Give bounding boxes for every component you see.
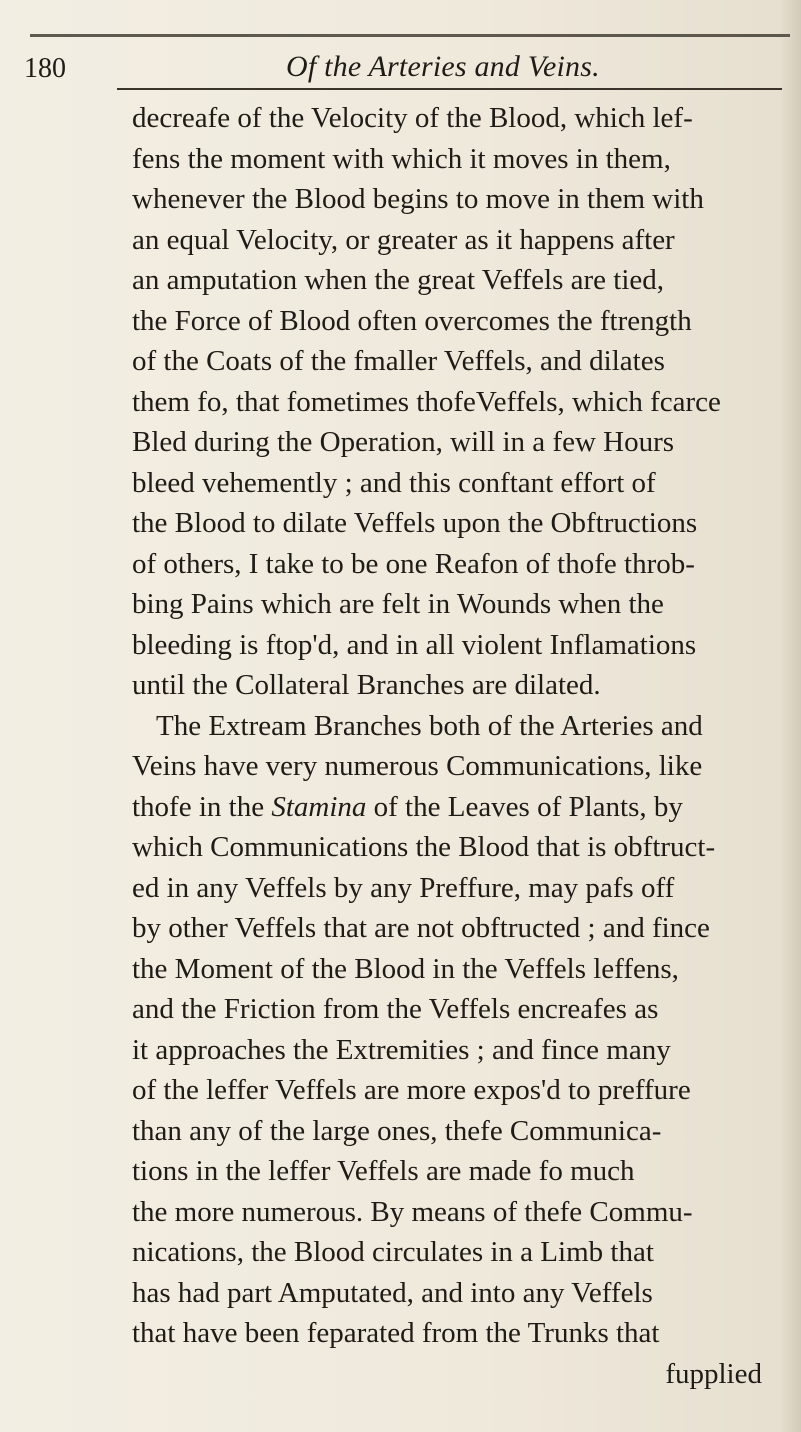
text-line: the Blood to dilate Veffels upon the Obftructions [132,507,698,539]
catchword: fupplied [665,1357,762,1390]
italic-term: Stamina [271,790,367,823]
text-line: of others, I take to be one Reafon of thofe throb- [132,547,695,580]
text-line: ed in any Veffels by any Preffure, may pafs off [132,871,675,904]
text-line: fens the moment with which it moves in them, [132,142,671,175]
text-line: bleeding is ftop'd, and in all violent Inflamations [132,628,697,661]
text-line: which Communications the Blood that is obftruct- [132,831,716,863]
text-line: tions in the leffer Veffels are made fo much [132,1155,635,1187]
text-line: them fo, that fometimes thofeVeffels, which fcarce [132,385,721,418]
body-text [132,98,786,1394]
text-line: has had part Amputated, and into any Veffels [132,1276,653,1309]
running-head: Of the Arteries and Veins. [286,50,600,83]
text-line: and the Friction from the Veffels encreafes as [132,993,659,1025]
text-line: bing Pains which are felt in Wounds when the [132,588,664,620]
page-number: 180 [24,53,66,84]
text-line: the more numerous. By means of thefe Commu- [132,1195,693,1228]
text-line: than any of the large ones, thefe Communica- [132,1114,662,1147]
text-line: of the leffer Veffels are more expos'd to preffure [132,1074,691,1106]
text-line: an amputation when the great Veffels are tied, [132,264,665,296]
page-header [24,38,784,82]
text-line: decreafe of the Velocity of the Blood, which lef- [132,102,693,134]
text-line: an equal Velocity, or greater as it happens after [132,223,675,256]
text-line: of the Coats of the fmaller Veffels, and dilates [132,345,665,377]
text-line: whenever the Blood begins to move in them with [132,183,704,215]
text-line: by other Veffels that are not obftructed ; and fince [132,912,710,944]
text-line: Veins have very numerous Communications, like [132,750,703,782]
text-line: that have been feparated from the Trunks that [132,1317,660,1349]
text-line: Bled during the Operation, will in a few Hours [132,426,675,458]
text-segment: of the Leaves of Plants, by [366,790,683,823]
text-line-with-italic [132,787,786,828]
text-line: the Moment of the Blood in the Veffels leffens, [132,952,679,985]
text-line: nications, the Blood circulates in a Limb that [132,1236,654,1268]
paragraph-start-line: The Extream Branches both of the Arteries and [156,709,703,742]
text-line: bleed vehemently ; and this conftant effort of [132,466,656,499]
page-edge-shadow [779,0,801,1432]
text-line: it approaches the Extremities ; and fince many [132,1033,671,1066]
text-line: the Force of Blood often overcomes the ftrength [132,304,692,337]
text-line: until the Collateral Branches are dilated. [132,669,601,701]
top-rule [30,34,790,37]
text-segment: thofe in the [132,790,272,823]
header-rule [117,88,782,90]
